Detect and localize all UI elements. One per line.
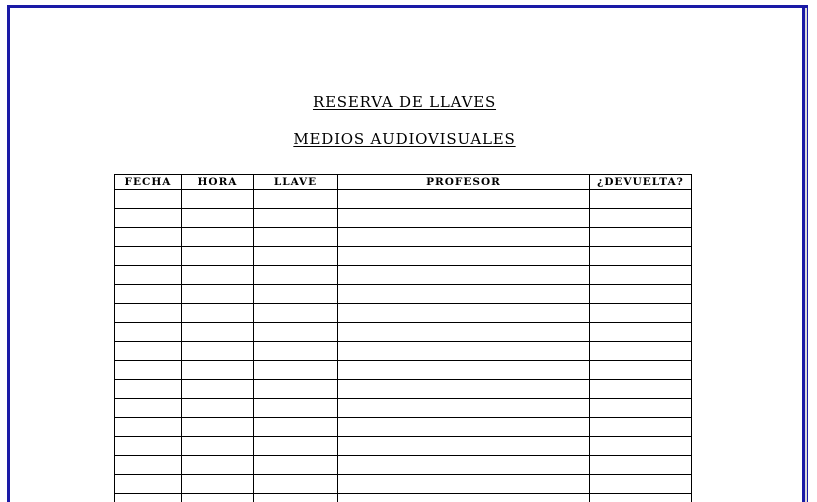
table-cell [254, 266, 338, 285]
table-cell [338, 361, 590, 380]
table-cell [254, 247, 338, 266]
table-cell [254, 209, 338, 228]
table-cell [590, 494, 692, 502]
table-cell [338, 399, 590, 418]
table-cell [182, 437, 254, 456]
table-cell [338, 494, 590, 502]
column-header-fecha: FECHA [115, 175, 182, 190]
key-reservation-table [114, 174, 692, 502]
table-cell [590, 418, 692, 437]
table-cell [115, 437, 182, 456]
table-cell [115, 494, 182, 502]
table-cell [115, 418, 182, 437]
table-cell [254, 228, 338, 247]
table-cell [115, 456, 182, 475]
table-row [115, 304, 692, 323]
table-row [115, 323, 692, 342]
table-cell [254, 285, 338, 304]
table-cell [590, 342, 692, 361]
table-cell [338, 228, 590, 247]
table-cell [590, 361, 692, 380]
table-cell [338, 418, 590, 437]
table-cell [182, 399, 254, 418]
table-cell [182, 285, 254, 304]
table-cell [590, 399, 692, 418]
table-row [115, 361, 692, 380]
table-cell [590, 304, 692, 323]
table-cell [182, 323, 254, 342]
column-header-hora: HORA [182, 175, 254, 190]
table-cell [590, 437, 692, 456]
table-row [115, 266, 692, 285]
table-cell [115, 380, 182, 399]
table-cell [115, 247, 182, 266]
table-cell [254, 475, 338, 494]
table-body [115, 190, 692, 502]
page-edge-shadow [805, 8, 807, 502]
table-cell [338, 190, 590, 209]
table-cell [338, 342, 590, 361]
table-row [115, 494, 692, 502]
table-cell [338, 475, 590, 494]
table-cell [338, 266, 590, 285]
table-cell [115, 285, 182, 304]
column-header-profesor: PROFESOR [338, 175, 590, 190]
table-cell [590, 228, 692, 247]
table-cell [115, 342, 182, 361]
table-cell [182, 190, 254, 209]
table-cell [254, 380, 338, 399]
table-cell [182, 228, 254, 247]
table-row [115, 228, 692, 247]
table-cell [254, 399, 338, 418]
table-cell [182, 494, 254, 502]
table-cell [115, 361, 182, 380]
table-cell [115, 190, 182, 209]
table-cell [115, 323, 182, 342]
table-row [115, 190, 692, 209]
table-row [115, 437, 692, 456]
table-cell [338, 285, 590, 304]
table-cell [254, 494, 338, 502]
table-cell [182, 209, 254, 228]
column-header-devuelta: ¿DEVUELTA? [590, 175, 692, 190]
table-cell [182, 475, 254, 494]
table-cell [254, 437, 338, 456]
table-cell [182, 418, 254, 437]
table-cell [182, 304, 254, 323]
table-row [115, 380, 692, 399]
table-cell [115, 266, 182, 285]
table-cell [182, 247, 254, 266]
table-cell [115, 399, 182, 418]
table-cell [338, 456, 590, 475]
table-cell [254, 456, 338, 475]
table-cell [182, 456, 254, 475]
table-cell [338, 209, 590, 228]
table-cell [182, 380, 254, 399]
table-cell [590, 247, 692, 266]
table-cell [338, 304, 590, 323]
table-cell [254, 418, 338, 437]
table-cell [115, 475, 182, 494]
table-cell [254, 323, 338, 342]
document-subtitle: MEDIOS AUDIOVISUALES [293, 130, 516, 148]
table-cell [590, 380, 692, 399]
table-row [115, 475, 692, 494]
table-cell [182, 361, 254, 380]
table-cell [590, 190, 692, 209]
table-header-row [115, 175, 692, 190]
table-cell [590, 266, 692, 285]
table-cell [590, 209, 692, 228]
table-cell [590, 475, 692, 494]
table-cell [338, 380, 590, 399]
table-cell [254, 361, 338, 380]
table-cell [338, 437, 590, 456]
document-title: RESERVA DE LLAVES [312, 93, 497, 111]
table-cell [254, 190, 338, 209]
table-cell [254, 304, 338, 323]
table-cell [115, 228, 182, 247]
column-header-llave: LLAVE [254, 175, 338, 190]
table-row [115, 247, 692, 266]
table-cell [590, 323, 692, 342]
table-cell [254, 342, 338, 361]
table-row [115, 456, 692, 475]
table-cell [590, 456, 692, 475]
table-row [115, 209, 692, 228]
table-cell [182, 266, 254, 285]
table-cell [338, 247, 590, 266]
table-row [115, 418, 692, 437]
table-cell [590, 285, 692, 304]
table-cell [182, 342, 254, 361]
table-cell [115, 304, 182, 323]
table-row [115, 399, 692, 418]
table-cell [338, 323, 590, 342]
table-row [115, 342, 692, 361]
table-row [115, 285, 692, 304]
table-cell [115, 209, 182, 228]
